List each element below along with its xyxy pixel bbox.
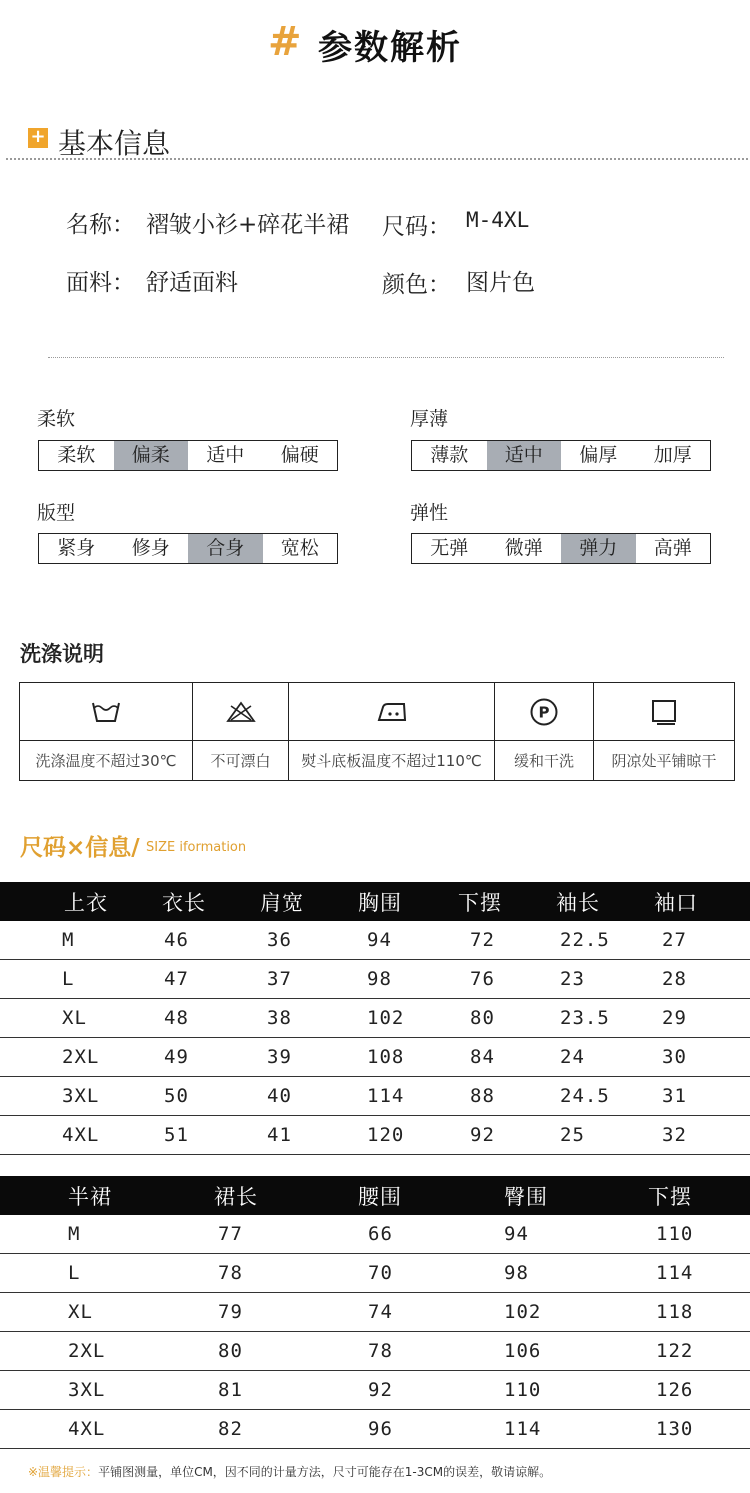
table-cell: 130 bbox=[656, 1418, 694, 1440]
table-cell: 48 bbox=[164, 1007, 189, 1029]
table-cell: 79 bbox=[218, 1301, 243, 1323]
table-header-row bbox=[0, 882, 750, 921]
scale-option: 偏柔 bbox=[114, 441, 189, 470]
table-cell: 22.5 bbox=[560, 929, 610, 951]
scale-option: 偏厚 bbox=[579, 444, 618, 466]
table-cell: 77 bbox=[218, 1223, 243, 1245]
table-cell: 66 bbox=[368, 1223, 393, 1245]
iron-icon bbox=[289, 683, 494, 741]
table-cell: L bbox=[68, 1262, 81, 1284]
table-cell: 98 bbox=[504, 1262, 529, 1284]
scale-option: 薄款 bbox=[430, 444, 469, 466]
table-cell: 51 bbox=[164, 1124, 189, 1146]
table-cell: M bbox=[68, 1223, 81, 1245]
table-cell: 80 bbox=[470, 1007, 495, 1029]
elasticity-label: 弹性 bbox=[410, 502, 449, 524]
table-cell: 72 bbox=[470, 929, 495, 951]
table-cell: 114 bbox=[656, 1262, 694, 1284]
table-row bbox=[0, 1410, 750, 1449]
size-info-title: 尺码×信息/ bbox=[20, 835, 140, 861]
table-header: 下摆 bbox=[458, 890, 502, 915]
table-cell: 39 bbox=[267, 1046, 292, 1068]
no-bleach-icon bbox=[193, 683, 288, 741]
table-header: 半裙 bbox=[68, 1184, 112, 1209]
table-cell: 98 bbox=[367, 968, 392, 990]
size-label: 尺码： bbox=[382, 214, 451, 240]
table-row bbox=[0, 1116, 750, 1155]
plus-icon: + bbox=[28, 128, 48, 148]
table-row bbox=[0, 1254, 750, 1293]
table-cell: XL bbox=[68, 1301, 93, 1323]
table-cell: 126 bbox=[656, 1379, 694, 1401]
note-text: 平铺图测量，单位CM，因不同的计量方法，尺寸可能存在1-3CM的误差，敬请谅解。 bbox=[98, 1465, 552, 1479]
page-title: 参数解析 bbox=[318, 28, 462, 68]
scale-option: 加厚 bbox=[653, 444, 692, 466]
table-header: 上衣 bbox=[64, 890, 108, 915]
table-cell: 110 bbox=[656, 1223, 694, 1245]
table-cell: 4XL bbox=[68, 1418, 106, 1440]
table-header: 臀围 bbox=[504, 1184, 548, 1209]
table-cell: 81 bbox=[218, 1379, 243, 1401]
table-cell: 31 bbox=[662, 1085, 687, 1107]
fabric-label: 面料： bbox=[66, 270, 135, 296]
table-cell: 25 bbox=[560, 1124, 585, 1146]
table-cell: 2XL bbox=[68, 1340, 106, 1362]
table-header: 袖长 bbox=[556, 890, 600, 915]
divider bbox=[6, 158, 748, 160]
size-value: M-4XL bbox=[466, 208, 530, 232]
table-cell: 38 bbox=[267, 1007, 292, 1029]
table-row bbox=[0, 1293, 750, 1332]
table-cell: 118 bbox=[656, 1301, 694, 1323]
table-row bbox=[0, 960, 750, 999]
table-cell: 70 bbox=[368, 1262, 393, 1284]
table-cell: 80 bbox=[218, 1340, 243, 1362]
table-cell: 27 bbox=[662, 929, 687, 951]
table-cell: 88 bbox=[470, 1085, 495, 1107]
table-cell: 3XL bbox=[62, 1085, 100, 1107]
scale-option: 无弹 bbox=[430, 537, 469, 559]
table-cell: 78 bbox=[368, 1340, 393, 1362]
table-cell: 29 bbox=[662, 1007, 687, 1029]
table-cell: 92 bbox=[368, 1379, 393, 1401]
table-cell: 92 bbox=[470, 1124, 495, 1146]
table-cell: 96 bbox=[368, 1418, 393, 1440]
table-cell: L bbox=[62, 968, 75, 990]
table-cell: 114 bbox=[367, 1085, 405, 1107]
wash-text: 熨斗底板温度不超过110℃ bbox=[301, 752, 482, 770]
table-cell: 4XL bbox=[62, 1124, 100, 1146]
name-label: 名称： bbox=[66, 212, 135, 238]
table-cell: 32 bbox=[662, 1124, 687, 1146]
fit-label: 版型 bbox=[37, 502, 76, 524]
scale-option: 高弹 bbox=[653, 537, 692, 559]
table-cell: 46 bbox=[164, 929, 189, 951]
scale-option: 紧身 bbox=[57, 537, 96, 559]
name-value: 褶皱小衫+碎花半裙 bbox=[146, 212, 350, 238]
softness-label: 柔软 bbox=[37, 408, 76, 430]
table-cell: 41 bbox=[267, 1124, 292, 1146]
scale-option: 适中 bbox=[206, 444, 245, 466]
fabric-value: 舒适面料 bbox=[146, 270, 238, 296]
thickness-label: 厚薄 bbox=[410, 408, 449, 430]
table-row bbox=[0, 1077, 750, 1116]
divider bbox=[48, 357, 724, 358]
table-cell: 102 bbox=[367, 1007, 405, 1029]
wash-text: 阴凉处平铺晾干 bbox=[611, 752, 717, 770]
flat-dry-shade-icon bbox=[594, 683, 734, 741]
table-cell: 30 bbox=[662, 1046, 687, 1068]
scale-option: 弹力 bbox=[561, 534, 636, 563]
svg-text:P: P bbox=[538, 703, 550, 721]
table-cell: 102 bbox=[504, 1301, 542, 1323]
table-row bbox=[0, 921, 750, 960]
table-cell: 94 bbox=[504, 1223, 529, 1245]
table-cell: 40 bbox=[267, 1085, 292, 1107]
wash-col bbox=[289, 683, 495, 780]
table-header: 裙长 bbox=[214, 1184, 258, 1209]
wash-text: 洗涤温度不超过30℃ bbox=[35, 752, 177, 770]
table-header: 下摆 bbox=[648, 1184, 692, 1209]
wash-col bbox=[193, 683, 289, 780]
scale-option: 适中 bbox=[487, 441, 562, 470]
scale-option: 柔软 bbox=[57, 444, 96, 466]
table-header: 袖口 bbox=[654, 890, 698, 915]
elasticity-scale bbox=[411, 533, 711, 564]
table-cell: 2XL bbox=[62, 1046, 100, 1068]
table-cell: 49 bbox=[164, 1046, 189, 1068]
scale-option: 修身 bbox=[131, 537, 170, 559]
table-cell: 28 bbox=[662, 968, 687, 990]
scale-option: 微弹 bbox=[504, 537, 543, 559]
table-cell: 3XL bbox=[68, 1379, 106, 1401]
table-row bbox=[0, 999, 750, 1038]
table-cell: XL bbox=[62, 1007, 87, 1029]
color-label: 颜色： bbox=[382, 272, 451, 298]
table-row bbox=[0, 1215, 750, 1254]
table-cell: 94 bbox=[367, 929, 392, 951]
table-cell: 76 bbox=[470, 968, 495, 990]
table-cell: 114 bbox=[504, 1418, 542, 1440]
scale-option: 偏硬 bbox=[280, 444, 319, 466]
table-cell: 108 bbox=[367, 1046, 405, 1068]
table-cell: 120 bbox=[367, 1124, 405, 1146]
wash-text: 缓和干洗 bbox=[513, 752, 574, 770]
table-cell: 122 bbox=[656, 1340, 694, 1362]
table-cell: M bbox=[62, 929, 75, 951]
table-cell: 106 bbox=[504, 1340, 542, 1362]
table-cell: 78 bbox=[218, 1262, 243, 1284]
table-row bbox=[0, 1332, 750, 1371]
table-cell: 84 bbox=[470, 1046, 495, 1068]
wash-col bbox=[594, 683, 734, 780]
basic-info-title: 基本信息 bbox=[58, 127, 171, 160]
table-cell: 47 bbox=[164, 968, 189, 990]
dry-clean-p-icon bbox=[495, 683, 593, 741]
table-cell: 50 bbox=[164, 1085, 189, 1107]
note-prefix: ※温馨提示： bbox=[28, 1465, 99, 1479]
wash-title: 洗涤说明 bbox=[20, 642, 104, 666]
table-cell: 23.5 bbox=[560, 1007, 610, 1029]
table-cell: 37 bbox=[267, 968, 292, 990]
table-cell: 36 bbox=[267, 929, 292, 951]
table-cell: 24.5 bbox=[560, 1085, 610, 1107]
wash-text: 不可漂白 bbox=[210, 752, 271, 770]
wash-tub-icon bbox=[20, 683, 192, 741]
fit-scale bbox=[38, 533, 338, 564]
table-row bbox=[0, 1038, 750, 1077]
scale-option: 宽松 bbox=[280, 537, 319, 559]
table-cell: 82 bbox=[218, 1418, 243, 1440]
top-size-table bbox=[0, 882, 750, 1155]
measurement-note bbox=[28, 1463, 551, 1480]
size-info-subtitle: SIZE iformation bbox=[146, 840, 247, 855]
skirt-size-table bbox=[0, 1176, 750, 1449]
table-header-row bbox=[0, 1176, 750, 1215]
scale-option: 合身 bbox=[188, 534, 263, 563]
table-header: 腰围 bbox=[358, 1184, 402, 1209]
wash-col bbox=[495, 683, 594, 780]
table-header: 衣长 bbox=[162, 890, 206, 915]
header-hash-mark: # bbox=[268, 18, 302, 65]
thickness-scale bbox=[411, 440, 711, 471]
table-row bbox=[0, 1371, 750, 1410]
wash-col bbox=[20, 683, 193, 780]
color-value: 图片色 bbox=[466, 270, 535, 296]
softness-scale bbox=[38, 440, 338, 471]
table-cell: 110 bbox=[504, 1379, 542, 1401]
wash-table bbox=[19, 682, 735, 781]
table-cell: 24 bbox=[560, 1046, 585, 1068]
table-header: 胸围 bbox=[358, 890, 402, 915]
table-cell: 74 bbox=[368, 1301, 393, 1323]
table-cell: 23 bbox=[560, 968, 585, 990]
table-header: 肩宽 bbox=[260, 890, 304, 915]
